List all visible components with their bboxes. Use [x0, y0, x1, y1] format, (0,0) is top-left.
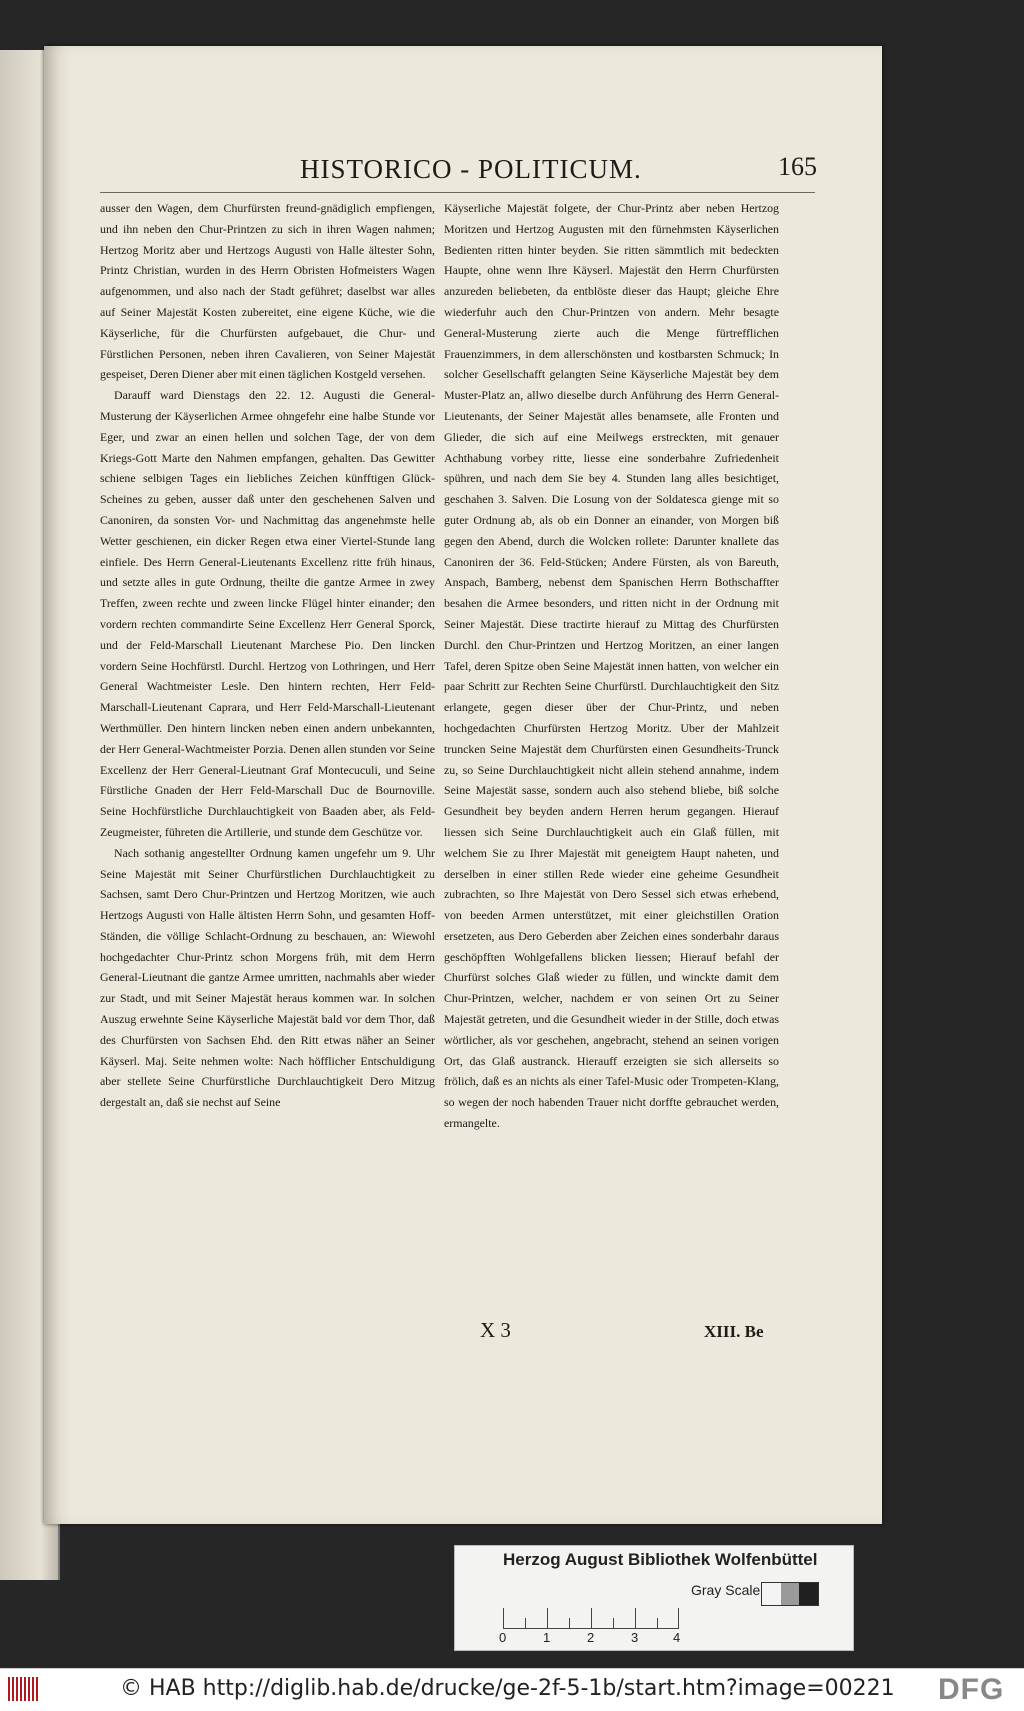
- page-number: 165: [778, 152, 817, 181]
- ruler-number: 2: [587, 1630, 595, 1645]
- left-column: [100, 198, 435, 1113]
- library-color-card: [454, 1545, 854, 1651]
- ruler-number: 1: [543, 1630, 551, 1645]
- paragraph: Käyserliche Majestät folgete, der Chur-Printz aber neben Hertzog Moritzen und Hertzog Augusten mit den fürnehmsten Käyserlichen Bedienten ritten hinter beyden. Sie ritten sämmtlich mit bedeckten Haupte, ohne wenn Ihre Käyserl. Majestät den Herrn Churfürsten anzureden beliebeten, da entblöste dieser das Haupt; gleiche Ehre wiederfuhr auch den Chur-Printzen von andern. Mehr besagte General-Musterung zierte auch die Menge fürtrefflichen Frauenzimmers, in dem allerschönsten und kostbarsten Schmuck; In solcher Gesellschafft gelangten Seine Käyserliche Majestät bey dem Muster-Platz an, allwo dieselbe durch Anführung des Herrn General-Lieutenants, der Seiner Majestät alles benamsete, alle Fronten und Glieder, die sich auf eine Meilwegs erstreckten, mit genauer Achthabung vorbey ritte, liesse eine sonderbahre Zufriedenheit spühren, und nach dem Sie bey 4. Stunden lang alles besichtiget, geschahen 3. Salven. Die Losung von der Soldatesca gienge mit so guter Ordnung ab, als ob ein Donner an einander, von Morgen biß gegen den Abend, durch die Wolcken rollete: Darunter knallete das Canoniren der 36. Feld-Stücken; Andere Fürsten, als von Bareuth, Anspach, Bamberg, nebenst dem Spanischen Herrn Bothschaffter besahen die Armee besonders, und ritten nicht in der Ordnung mit Seiner Majestät. Diese tractirte hierauf zu Mittag des Churfürsten Durchl. den Chur-Printzen und Hertzog Moritzen, an einer langen Tafel, deren Spitze oben Seine Majestät innen hatten, von welcher ein paar Schritt zur Rechten Seine Churfürstl. Durchlauchtigkeit den Sitz erlangete, gegen dieser über der Chur-Printz, und neben hochgedachten Churfürsten Hertzog Moritz. Uber der Mahlzeit truncken Seine Majestät dem Churfürsten einen Gesundheits-Trunck zu, so Seine Durchlauchtigkeit nicht allein stehend annahme, indem Seine Majestät sasse, sondern auch also stehend bliebe, biß solche Gesundheit bey beyden andern Herren herum gegangen. Hierauf liessen sich Seine Durchlauchtigkeit auch ein Glaß füllen, mit welchem Sie zu Ihrer Majestät mit geneigtem Haupt naheten, und derselben in einer stillen Rede wieder eine geheime Gesundheit zubrachten, so Ihre Majestät von Dero Sessel sich etwas erhebend, von beeden Armen unterstützet, mit einer gleichstillen Oration ersetzeten, aus Dero Geberden aber Zeichen eines sonderbahr daraus geschöpfften Wohlgefallens blicken liessen; Hierauf befahl der Churfürst solches Glaß wieder zu füllen, und winckte damit dem Chur-Printzen, welcher, nachdem er von seinen Ort zu Seiner Majestät getreten, und die Gesundheit wieder in der Stille, doch etwas wörtlicher, als vor geschehen, angebracht, stehend an seinen vorigen Ort, das Glaß austranck. Hierauff erzeigten sie sich allerseits so frölich, daß es an nichts als einer Tafel-Music oder Trompeten-Klang, so wegen der noch habenden Trauer nicht dorffte gebrauchet werden, ermangelte.: [444, 201, 779, 1131]
- gray-scale-label: Gray Scale: [691, 1582, 761, 1598]
- dfg-logo: DFG: [938, 1673, 1005, 1706]
- catchword: XIII. Be: [704, 1322, 764, 1341]
- signature-mark: X 3: [480, 1318, 511, 1342]
- ruler-number: 3: [631, 1630, 639, 1645]
- ruler-number: 4: [673, 1630, 681, 1645]
- book-page: [44, 46, 882, 1524]
- copyright-link[interactable]: © HAB http://diglib.hab.de/drucke/ge-2f-5-1b/start.htm?image=00221: [120, 1676, 895, 1701]
- right-column: [444, 198, 779, 1134]
- ruler-number: 0: [499, 1630, 507, 1645]
- paragraph: ausser den Wagen, dem Churfürsten freund-gnädiglich empfiengen, und ihn neben den Chur-Printzen zu sich in ihren Wagen nahmen; Hertzog Moritz aber und Hertzogs Augusti von Halle ältester Sohn, Printz Christian, wurden in des Herrn Obristen Hofmeisters Wagen aufgenommen, und also nach der Stadt geführet; daselbst war alles auf Seiner Majestät Kosten zubereitet, eine eigene Küche, wie die Käyserliche, für die Churfürsten aufgebauet, die Chur- und Fürstlichen Personen, neben ihren Cavalieren, von Seiner Majestät gespeiset, Deren Diener aber mit einen täglichen Kostgeld versehen.: [100, 201, 435, 382]
- library-name: Herzog August Bibliothek Wolfenbüttel: [503, 1550, 818, 1569]
- scale-ruler: [503, 1578, 679, 1629]
- gray-scale-swatch: [761, 1582, 819, 1606]
- header-rule: [100, 192, 815, 193]
- paragraph: Darauff ward Dienstags den 22. 12. Augusti die General-Musterung der Käyserlichen Armee ohngefehr eine halbe Stunde vor Eger, und zwar an einen hellen und solchen Tage, der von dem Kriegs-Gott Marte den Nahmen empfangen, gehalten. Das Gewitter schiene selbigen Tages ein liebliches Zeichen künfftigen Glück-Scheines zu geben, ausser daß unter den geschehenen Salven und Canoniren, da sonsten Vor- und Nachmittag das angenehmste helle Wetter geschienen, ein dicker Regen etwa einer Viertel-Stunde lang einfiele. Des Herrn General-Lieutenants Excellenz ritte früh hinaus, und setzte alles in gute Ordnung, theilte die gantze Armee in zwey Treffen, zween rechte und zween lincke Flügel hinter einander; den vordern rechten commandirte Seine Excellenz Herr General Sporck, und der Feld-Marschall Lieutenant Marchese Pio. Den lincken vordern Seine Hochfürstl. Durchl. Hertzog von Lothringen, und Herr General Wachtmeister Lesle. Den hintern rechten, Herr Feld-Marschall-Lieutenant Caprara, und Herr Feld-Marschall-Lieutenant Werthmüller. Den hintern lincken neben einen andern unbekannten, der Herr General-Wachtmeister Porzia. Denen allen stunden vor Seine Excellenz der Herr General-Lieutnant Graf Montecuculi, und Seine Fürstliche Gnaden der Herr Feld-Marschall Duc de Bournoville. Seine Hochfürstliche Durchlauchtigkeit von Baaden aber, als Feld-Zeugmeister, führeten die Artillerie, und stunde dem Geschütze vor.: [100, 388, 435, 839]
- paragraph: Nach sothanig angestellter Ordnung kamen ungefehr um 9. Uhr Seine Majestät mit Seiner Churfürstlichen Durchlauchtigkeit zu Sachsen, samt Dero Chur-Printzen und Hertzog Moritzen, wie auch Hertzogs Augusti von Halle ältisten Herrn Sohn, und gesamten Hoff-Ständen, die völlige Schlacht-Ordnung zu beschauen, an: Wiewohl hochgedachter Chur-Printz schon Morgens früh, mit dem Herrn General-Lieutnant die gantze Armee umritten, nachmahls aber wieder zur Stadt, und mit Seiner Majestät heraus kommen war. In solchen Auszug erwehnte Seine Käyserliche Majestät bald vor dem Thor, daß des Churfürsten von Sachsen Ehd. den Ritt etwas näher an Seiner Käyserl. Maj. Seite nehmen wolte: Nach höfflicher Entschuldigung aber stellete Seine Churfürstliche Durchlauchtigkeit Dero Mitzug dergestalt an, daß sie nechst auf Seine: [100, 845, 435, 1110]
- viewer-footer: [0, 1668, 1024, 1711]
- hab-logo-icon: [8, 1677, 48, 1701]
- running-head: HISTORICO - POLITICUM.: [300, 154, 642, 184]
